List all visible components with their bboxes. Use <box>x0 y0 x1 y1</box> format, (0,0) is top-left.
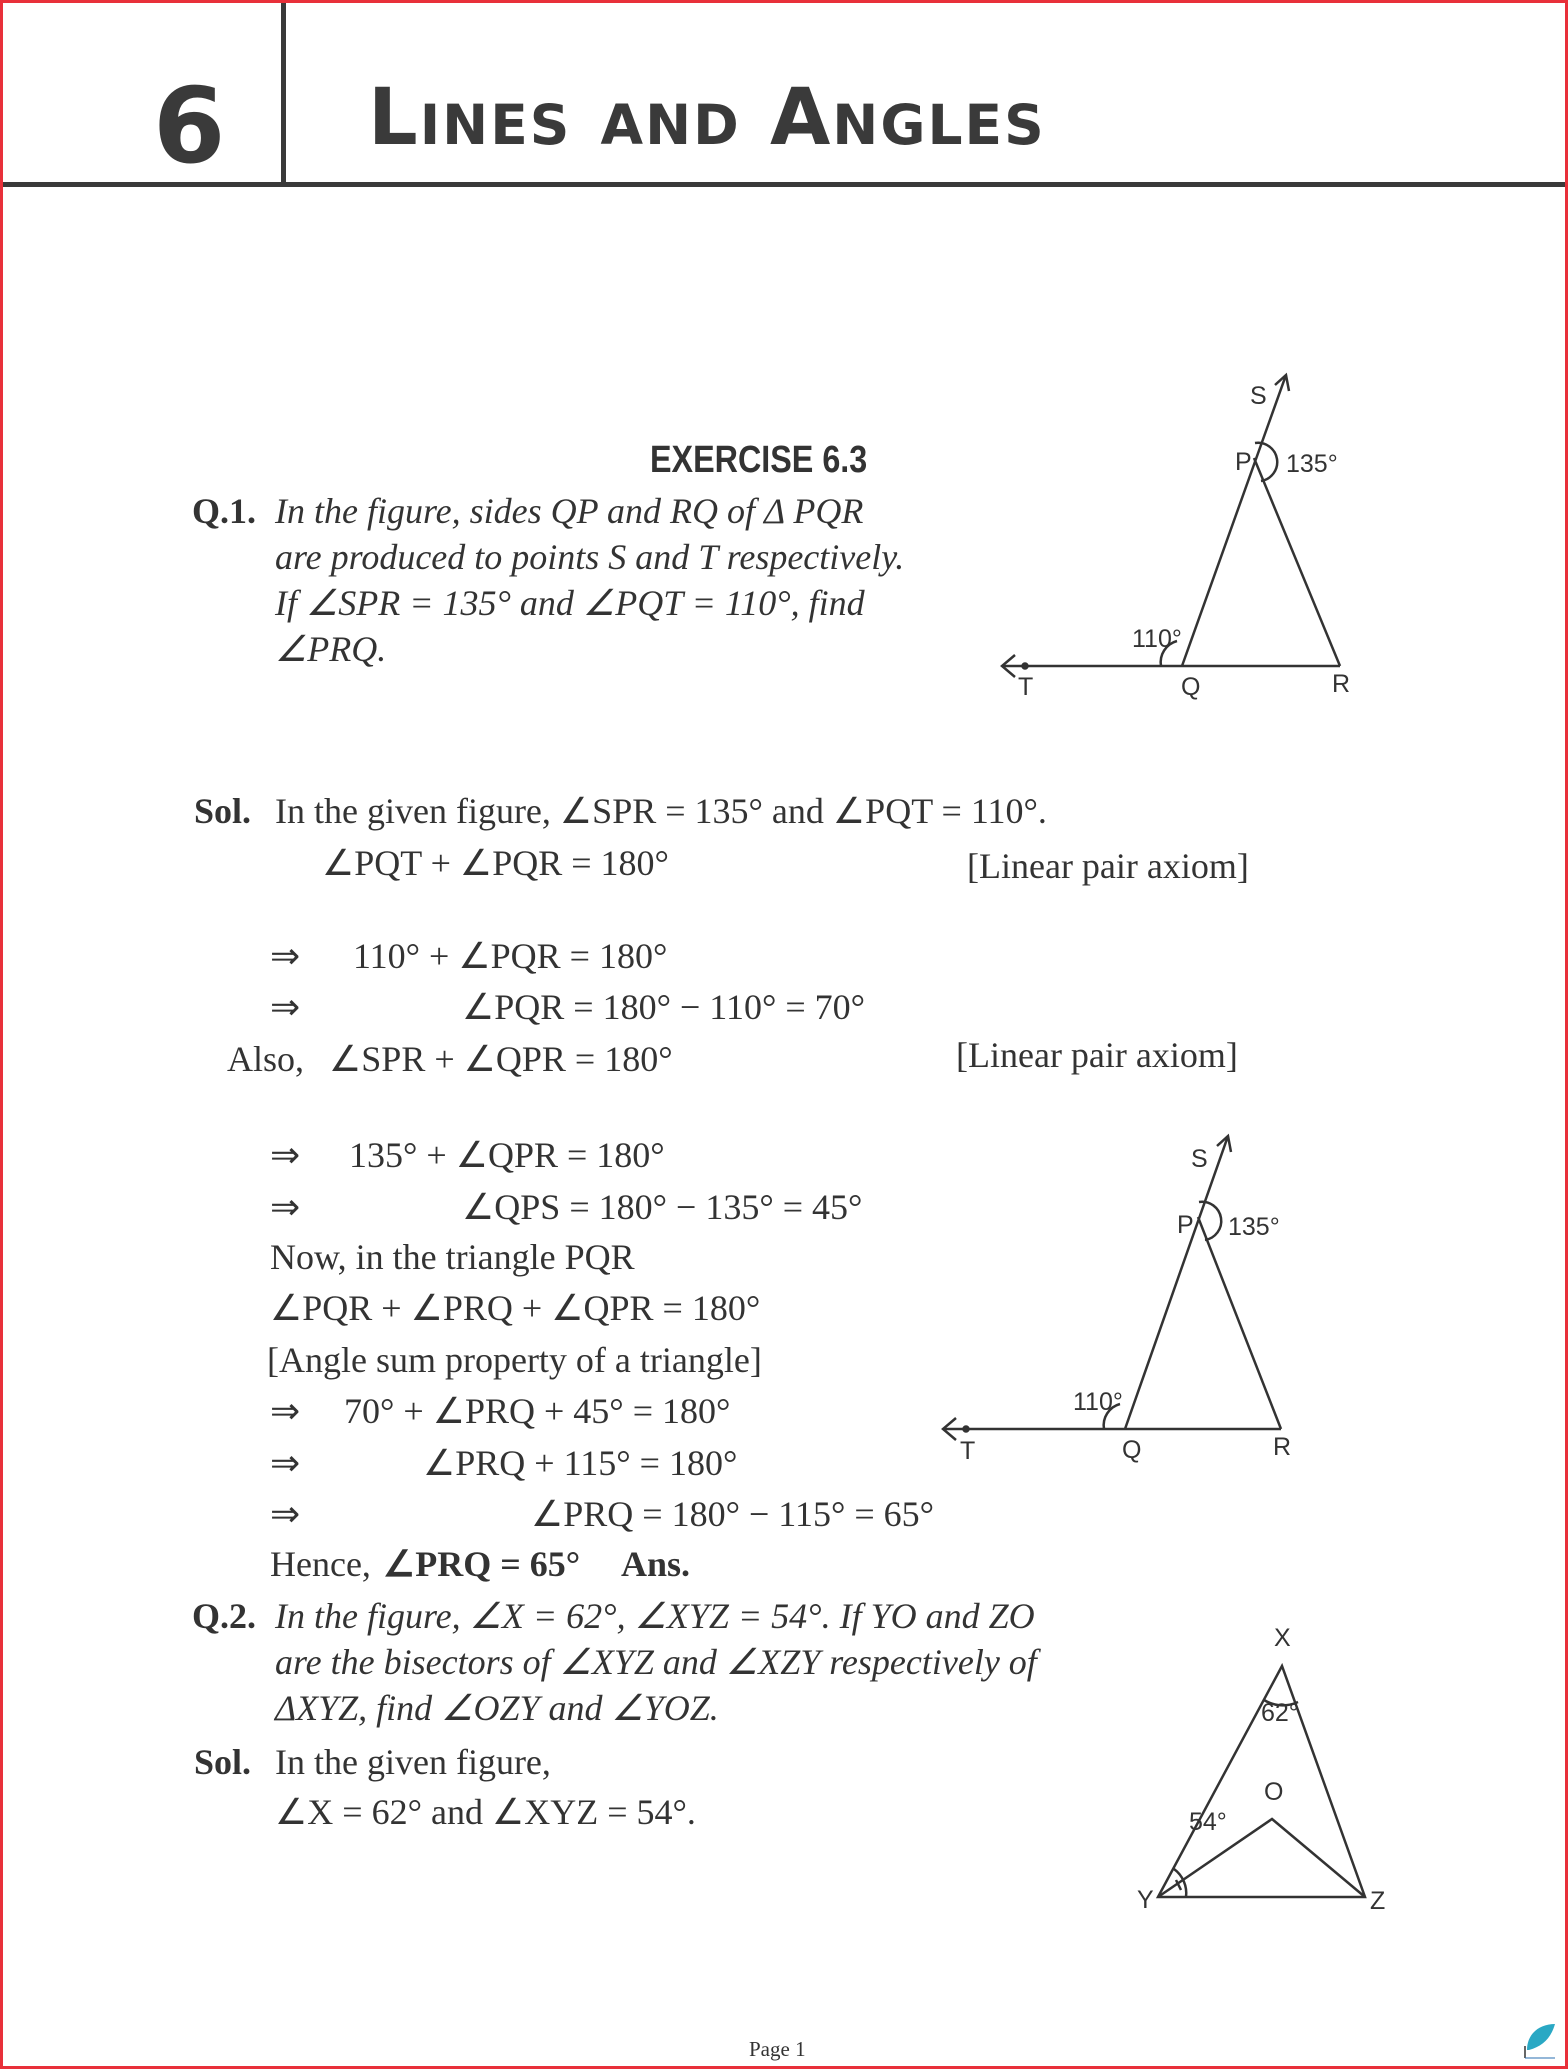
label-r: R <box>1332 670 1351 698</box>
sol1-hence: Hence, <box>270 1544 371 1584</box>
implies-symbol: ⇒ <box>270 1494 301 1534</box>
q2-line: are the bisectors of ∠XYZ and ∠XZY respectively of <box>275 1642 1037 1682</box>
sol1-ans-label: Ans. <box>621 1544 691 1584</box>
implies-symbol: ⇒ <box>270 1187 301 1227</box>
implies-symbol: ⇒ <box>270 987 301 1027</box>
publisher-logo-icon <box>1521 2020 1557 2060</box>
label-s: S <box>1191 1145 1208 1173</box>
label-angle-p: 135° <box>1286 450 1338 478</box>
implies-symbol: ⇒ <box>270 936 301 976</box>
sol2-step: In the given figure, <box>275 1742 551 1782</box>
sol1-answer: ∠PRQ = 65° <box>383 1544 581 1584</box>
implies-symbol: ⇒ <box>270 1391 301 1431</box>
q1-line: ∠PRQ. <box>275 629 387 669</box>
sol1-step: 135° + ∠QPR = 180° <box>349 1135 665 1175</box>
sol1-step: ∠PQR = 180° − 110° = 70° <box>462 987 866 1027</box>
sol1-label: Sol. <box>194 791 252 831</box>
label-t: T <box>1018 673 1034 701</box>
q2-label: Q.2. <box>192 1596 257 1636</box>
sol1-step: 70° + ∠PRQ + 45° = 180° <box>344 1391 731 1431</box>
sol1-intro: In the given figure, ∠SPR = 135° and ∠PQT = 110°. <box>275 791 1047 831</box>
label-z: Z <box>1370 1887 1386 1915</box>
q1-line: are produced to points S and T respectively. <box>275 537 905 577</box>
sol1-step: 110° + ∠PQR = 180° <box>353 936 668 976</box>
label-s: S <box>1250 382 1267 410</box>
label-angle-q: 110° <box>1073 1388 1123 1416</box>
sol2-step: ∠X = 62° and ∠XYZ = 54°. <box>275 1792 696 1832</box>
label-angle-q: 110° <box>1132 625 1182 653</box>
exercise-title: EXERCISE 6.3 <box>650 439 868 481</box>
sol1-reason: [Angle sum property of a triangle] <box>267 1340 762 1380</box>
label-p: P <box>1177 1211 1194 1239</box>
chapter-number: 6 <box>153 65 226 187</box>
q1-line: If ∠SPR = 135° and ∠PQT = 110°, find <box>275 583 865 623</box>
q2-line: In the figure, ∠X = 62°, ∠XYZ = 54°. If YO and ZO <box>275 1596 1035 1636</box>
sol1-step: ∠QPS = 180° − 135° = 45° <box>462 1187 863 1227</box>
sol1-step: ∠PQR + ∠PRQ + ∠QPR = 180° <box>270 1288 761 1328</box>
page-number: Page 1 <box>749 2037 806 2061</box>
sol1-step: ∠PQT + ∠PQR = 180° <box>322 843 669 883</box>
label-angle-x: 62° <box>1261 1699 1299 1727</box>
implies-symbol: ⇒ <box>270 1443 301 1483</box>
label-p: P <box>1235 448 1252 476</box>
q1-line: In the figure, sides QP and RQ of Δ PQR <box>275 491 864 531</box>
sol1-step: ∠PRQ + 115° = 180° <box>423 1443 738 1483</box>
label-angle-p: 135° <box>1228 1213 1280 1241</box>
sol1-step: ∠SPR + ∠QPR = 180° <box>329 1039 673 1079</box>
label-t: T <box>960 1437 976 1465</box>
chapter-title: Lines and Angles <box>368 73 1046 163</box>
label-q: Q <box>1181 673 1201 701</box>
label-o: O <box>1264 1778 1284 1806</box>
label-angle-y: 54° <box>1189 1808 1227 1836</box>
label-x: X <box>1274 1624 1291 1652</box>
sol1-step: Now, in the triangle PQR <box>270 1237 635 1277</box>
implies-symbol: ⇒ <box>270 1135 301 1175</box>
sol2-label: Sol. <box>194 1742 252 1782</box>
label-q: Q <box>1122 1436 1142 1464</box>
q2-line: ΔXYZ, find ∠OZY and ∠YOZ. <box>275 1688 719 1728</box>
q1-label: Q.1. <box>192 491 257 531</box>
sol1-also: Also, <box>227 1039 305 1079</box>
sol1-reason: [Linear pair axiom] <box>956 1035 1238 1075</box>
label-y: Y <box>1137 1886 1154 1914</box>
sol1-reason: [Linear pair axiom] <box>967 846 1249 886</box>
label-r: R <box>1273 1433 1292 1461</box>
sol1-step: ∠PRQ = 180° − 115° = 65° <box>531 1494 935 1534</box>
